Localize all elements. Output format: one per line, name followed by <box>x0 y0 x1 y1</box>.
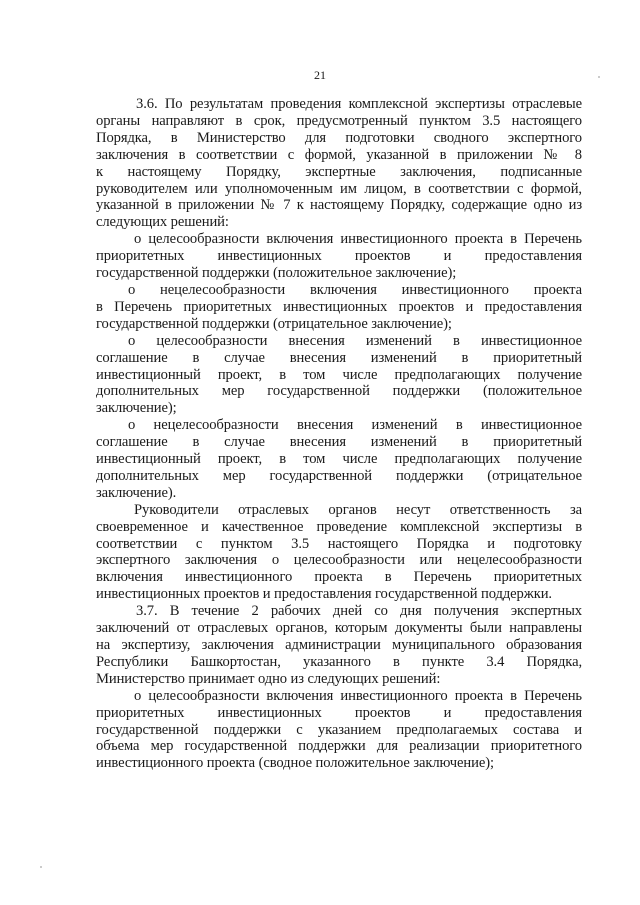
text-line: приоритетных инвестиционных проектов и предоставления <box>96 248 582 265</box>
text-line: инвестиционного проекта (сводное положительное заключение); <box>96 755 494 772</box>
text-line: государственной поддержки (отрицательное заключение); <box>96 315 452 332</box>
text-line: инвестиционный проект, в том числе предполагающих получение <box>96 366 582 383</box>
text-line: соглашение в случае внесения изменений в приоритетный <box>96 434 582 451</box>
text-line: заключений от отраслевых органов, которым документы были направлены <box>96 620 582 637</box>
text-line: о целесообразности включения инвестиционного проекта в Перечень <box>134 231 582 248</box>
text-line: следующих решений: <box>96 214 229 231</box>
text-line: включения инвестиционного проекта в Перечень приоритетных <box>96 569 582 586</box>
text-line: государственной поддержки с указанием предполагаемых состава и <box>96 721 582 738</box>
text-line: экспертного заключения о целесообразности или нецелесообразности <box>96 552 582 569</box>
text-line: органы направляют в срок, предусмотренный пунктом 3.5 настоящего <box>96 112 582 129</box>
text-line: объема мер государственной поддержки для реализации приоритетного <box>96 738 582 755</box>
text-line: заключения в соответствии с формой, указанной в приложении № 8 <box>96 146 582 163</box>
text-line: руководителем или уполномоченным им лицом, в соответствии с формой, <box>96 180 582 197</box>
text-line: государственной поддержки (положительное заключение); <box>96 265 457 282</box>
text-line: в Перечень приоритетных инвестиционных проектов и предоставления <box>96 298 582 315</box>
scan-speck <box>598 76 600 78</box>
text-line: соглашение в случае внесения изменений в приоритетный <box>96 349 582 366</box>
text-line: заключение); <box>96 400 177 417</box>
text-line: указанной в приложении № 7 к настоящему Порядку, содержащие одно из <box>96 197 582 214</box>
text-line: Руководители отраслевых органов несут ответственность за <box>134 501 582 518</box>
text-line: инвестиционных проектов и предоставления государственной поддержки. <box>96 586 552 603</box>
text-line: дополнительных мер государственной поддержки (отрицательное <box>96 467 582 484</box>
text-line: о нецелесообразности включения инвестиционного проекта <box>128 281 582 298</box>
text-line: к настоящему Порядку, экспертные заключения, подписанные <box>96 163 582 180</box>
text-line: Республики Башкортостан, указанного в пункте 3.4 Порядка, <box>96 653 582 670</box>
scan-speck <box>40 866 42 868</box>
text-line: приоритетных инвестиционных проектов и предоставления <box>96 704 582 721</box>
text-line: Министерство принимает одно из следующих решений: <box>96 670 441 687</box>
text-line: о целесообразности внесения изменений в инвестиционное <box>128 332 582 349</box>
page-number: 21 <box>314 68 326 82</box>
text-line: инвестиционный проект, в том числе предполагающих получение <box>96 451 582 468</box>
text-line: своевременное и качественное проведение комплексной экспертизы в <box>96 518 582 535</box>
text-line: 3.7. В течение 2 рабочих дней со дня получения экспертных <box>136 603 582 620</box>
text-line: о нецелесообразности внесения изменений в инвестиционное <box>128 417 582 434</box>
text-line: дополнительных мер государственной поддержки (положительное <box>96 383 582 400</box>
text-line: о целесообразности включения инвестиционного проекта в Перечень <box>134 687 582 704</box>
text-line: заключение). <box>96 484 177 501</box>
text-line: на экспертизу, заключения администрации муниципального образования <box>96 637 582 653</box>
text-line: 3.6. По результатам проведения комплексной экспертизы отраслевые <box>136 96 582 112</box>
text-line: Порядка, в Министерство для подготовки сводного экспертного <box>96 129 582 146</box>
document-body <box>96 96 582 772</box>
text-line: соответствии с пунктом 3.5 настоящего Порядка и подготовку <box>96 535 582 552</box>
